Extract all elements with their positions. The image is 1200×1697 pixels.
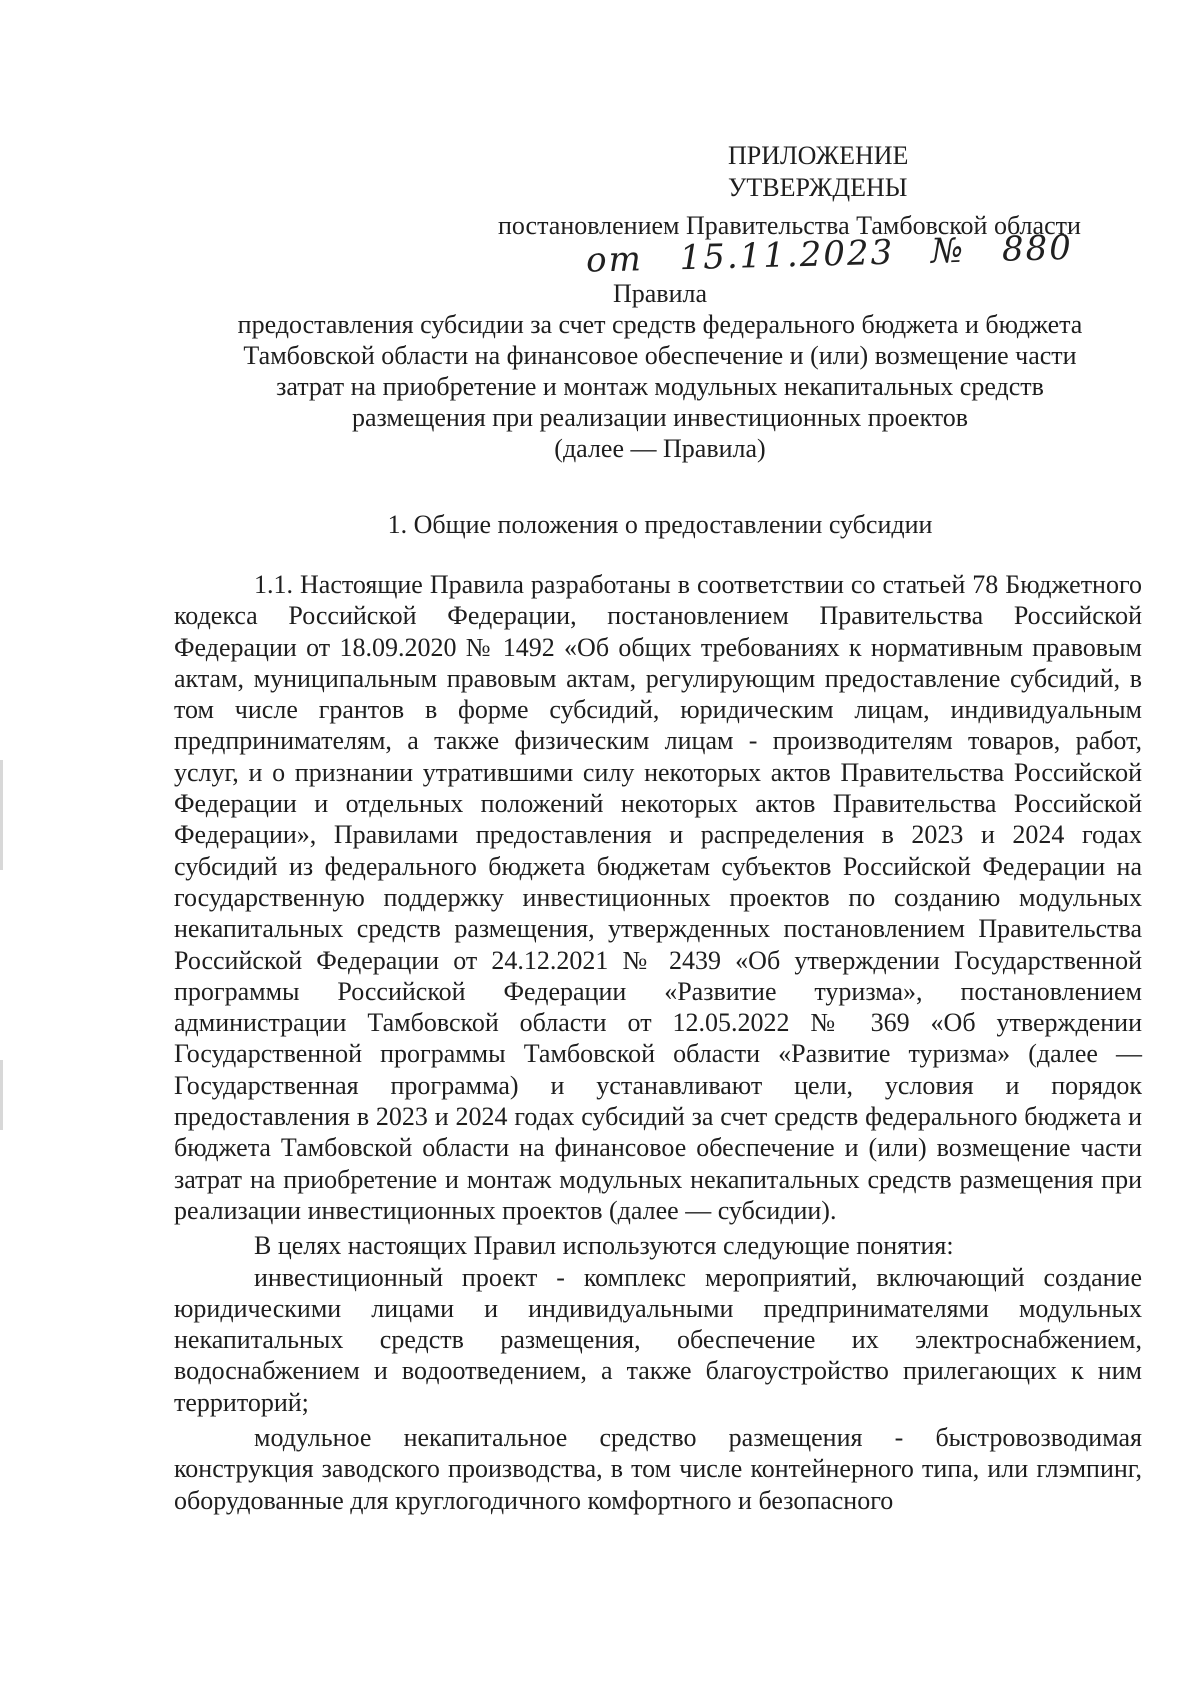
handwritten-number-sign: № [930, 230, 966, 272]
title-line: предоставления субсидии за счет средств федерального бюджета и бюджета [237, 310, 1083, 339]
decree-line: постановлением Правительства Тамбовской области [498, 211, 1081, 240]
paragraph: инвестиционный проект - комплекс мероприятий, включающий создание юридическими лицами и индивидуальными предпринимателями модульных некапитальных средств размещения, обеспечение их электроснабжением, водоснабжением и водоотведением, а также благоустройство прилегающих к ним территорий; [174, 1262, 1142, 1417]
handwritten-prefix: от [585, 239, 644, 281]
title-line: затрат на приобретение и монтаж модульных некапитальных средств [276, 372, 1044, 401]
scan-edge-mark [0, 760, 3, 870]
scan-edge-mark [0, 1060, 3, 1130]
appendix-header [728, 140, 908, 204]
paragraph: модульное некапитальное средство размещения - быстровозводимая конструкция заводского производства, в том числе контейнерного типа, или глэмпинг, оборудованные для круглогодичного комфортного и безопасного [174, 1423, 1142, 1515]
paragraph: В целях настоящих Правил используются следующие понятия: [254, 1231, 954, 1261]
title-line: (далее — Правила) [554, 434, 766, 463]
handwritten-date: 15.11.2023 [679, 232, 895, 279]
document-title [170, 278, 1150, 464]
paragraph: 1.1. Настоящие Правила разработаны в соответствии со статьей 78 Бюджетного кодекса Российской Федерации, постановлением Правительства Российской Федерации от 18.09.2020 № 1492 «Об общих требованиях к нормативным правовым актам, муниципальным правовым актам, регулирующим предоставление субсидий, в том числе грантов в форме субсидий, юридическим лицам, индивидуальным предпринимателям, а также физическим лицам - производителям товаров, работ, услуг, и о признании утратившими силу некоторых актов Правительства Российской Федерации и отдельных положений некоторых актов Правительства Российской Федерации», Правилами предоставления и распределения в 2023 и 2024 годах субсидий из федерального бюджета бюджетам субъектов Российской Федерации на государственную поддержку инвестиционных проектов по созданию модульных некапитальных средств размещения, утвержденных постановлением Правительства Российской Федерации от 24.12.2021 № 2439 «Об утверждении Государственной программы Российской Федерации «Развитие туризма», постановлением администрации Тамбовской области от 12.05.2022 № 369 «Об утверждении Государственной программы Тамбовской области «Развитие туризма» (далее — Государственная программа) и устанавливают цели, условия и порядок предоставления в 2023 и 2024 годах субсидий за счет средств федерального бюджета и бюджета Тамбовской области на финансовое обеспечение и (или) возмещение части затрат на приобретение и монтаж модульных некапитальных средств размещения при реализации инвестиционных проектов (далее — субсидии). [174, 570, 1142, 1225]
body-text [174, 569, 1142, 1516]
section-heading: 1. Общие положения о предоставлении субсидии [387, 510, 933, 539]
approved-label: УТВЕРЖДЕНЫ [728, 173, 908, 202]
title-line: размещения при реализации инвестиционных проектов [351, 403, 969, 432]
handwritten-number: 880 [1001, 227, 1074, 270]
title-word: Правила [612, 279, 708, 308]
appendix-label: ПРИЛОЖЕНИЕ [728, 141, 909, 170]
title-line: Тамбовской области на финансовое обеспечение и (или) возмещение части [243, 341, 1077, 370]
